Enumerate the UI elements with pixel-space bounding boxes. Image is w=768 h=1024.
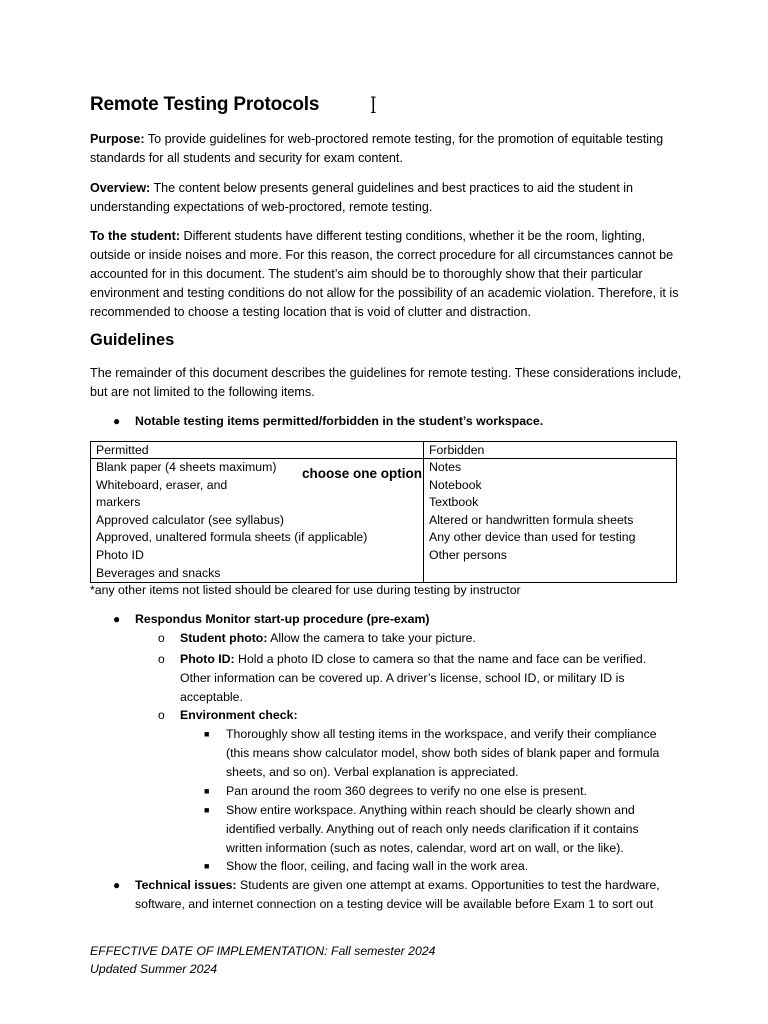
square-bullet-icon: ■ [204,786,210,796]
circle-bullet-icon: o [158,708,165,722]
overview-label: Overview: [90,181,151,195]
overview-text: The content below presents general guidelines and best practices to aid the student in understanding expectations of web-proctored, remote testing. [90,181,634,214]
env-subitem-text: Show entire workspace. Anything within reach should be clearly shown and [226,803,635,817]
env-subitem-text: sheets, and so on). Verbal explanation is appreciated. [226,765,519,779]
footer-effective-date: EFFECTIVE DATE OF IMPLEMENTATION: Fall semester 2024 [90,944,436,958]
student-photo-text: Allow the camera to take your picture. [267,631,476,645]
env-subitem [204,782,587,801]
text-cursor-icon: I [370,94,377,119]
permitted-item: Blank paper (4 sheets maximum) [96,460,277,474]
permitted-item: Photo ID [96,547,144,562]
bullet-icon: ● [113,878,121,892]
circle-bullet-icon: o [158,652,165,666]
env-subitem-text: written information (such as notes, calendar, word art on wall, or the like). [226,841,624,855]
square-bullet-icon: ■ [204,861,210,871]
to-student-text: Different students have different testing conditions, whether it be the room, lighting, outside or inside noises and more. For this reason, the correct procedure for all circumstances cannot be accounted for in this document. The student’s aim should be to thoroughly show that their particular environment and testing conditions do not allow for the possibility of an academic violation. Therefore, it is recommended to choose a testing location that is void of clutter and distraction. [90,229,679,319]
technical-issues-bullet [113,876,660,914]
permitted-item: markers [96,495,141,510]
square-bullet-icon: ■ [204,805,210,815]
bullet-icon: ● [113,414,121,428]
environment-check-item [158,706,298,725]
env-subitem [204,801,639,858]
technical-issues-text: Students are given one attempt at exams. Opportunities to test the hardware, [236,878,660,892]
footer-updated: Updated Summer 2024 [90,962,218,976]
table-header-permitted: Permitted [91,442,424,459]
overview-paragraph [90,179,682,217]
bullet-items [113,412,544,431]
photo-id-text: Hold a photo ID close to camera so that the name and face can be verified. [234,652,647,666]
guidelines-intro: The remainder of this document describes the guidelines for remote testing. These considerations include, but are not limited to the following items. [90,366,682,399]
technical-issues-text: software, and internet connection on a testing device will be available before Exam 1 to sort out [135,897,654,911]
permitted-item: Approved calculator (see syllabus) [96,512,284,527]
env-subitem-text: Show the floor, ceiling, and facing wall in the work area. [226,859,529,873]
env-subitem [204,725,660,782]
bullet-icon: ● [113,612,121,626]
table-footnote: *any other items not listed should be cleared for use during testing by instructor [90,583,521,597]
purpose-paragraph [90,130,682,168]
to-student-paragraph [90,227,682,322]
env-subitem-text: (this means show calculator model, show both sides of blank paper and formula [226,746,660,760]
page-title: Remote Testing Protocols [90,94,320,115]
table-header-row [91,442,677,459]
env-subitem [204,857,529,876]
to-student-label: To the student: [90,229,181,243]
forbidden-item: Notes [429,460,462,474]
environment-check-label: Environment check: [180,708,298,722]
respondus-bullet [113,610,430,629]
forbidden-item: Other persons [429,547,507,562]
guidelines-heading: Guidelines [90,331,175,349]
photo-id-label: Photo ID: [180,652,235,666]
purpose-label: Purpose: [90,132,145,146]
forbidden-item: Notebook [429,477,482,492]
forbidden-item: Altered or handwritten formula sheets [429,512,634,527]
purpose-text: To provide guidelines for web-proctored remote testing, for the promotion of equitable testing standards for all students and security for exam content. [90,132,664,165]
permitted-item: Approved, unaltered formula sheets (if applicable) [96,530,368,545]
forbidden-cell [424,459,677,583]
forbidden-item: Any other device than used for testing [429,530,636,545]
respondus-heading: Respondus Monitor start-up procedure (pre-exam) [135,612,430,626]
circle-bullet-icon: o [158,631,165,645]
bullet-items-text: Notable testing items permitted/forbidden in the student’s workspace. [135,414,544,428]
env-subitem-text: Pan around the room 360 degrees to verify no one else is present. [226,784,587,798]
env-subitem-text: Thoroughly show all testing items in the workspace, and verify their compliance [226,727,657,741]
technical-issues-label: Technical issues: [135,878,237,892]
items-table [90,441,677,583]
forbidden-item: Textbook [429,495,479,510]
student-photo-item [158,629,476,648]
table-header-forbidden: Forbidden [424,442,677,459]
permitted-item: Whiteboard, eraser, and [96,477,228,492]
env-subitem-text: identified verbally. Anything out of reach only needs clarification if it contains [226,822,639,836]
square-bullet-icon: ■ [204,729,210,739]
photo-id-item [158,650,680,707]
student-photo-label: Student photo: [180,631,268,645]
photo-id-text: acceptable. [180,690,243,704]
choose-option-overlay[interactable]: choose one option [302,466,422,481]
permitted-item: Beverages and snacks [96,565,221,580]
photo-id-text: Other information can be covered up. A driver’s license, school ID, or military ID is [180,671,625,685]
